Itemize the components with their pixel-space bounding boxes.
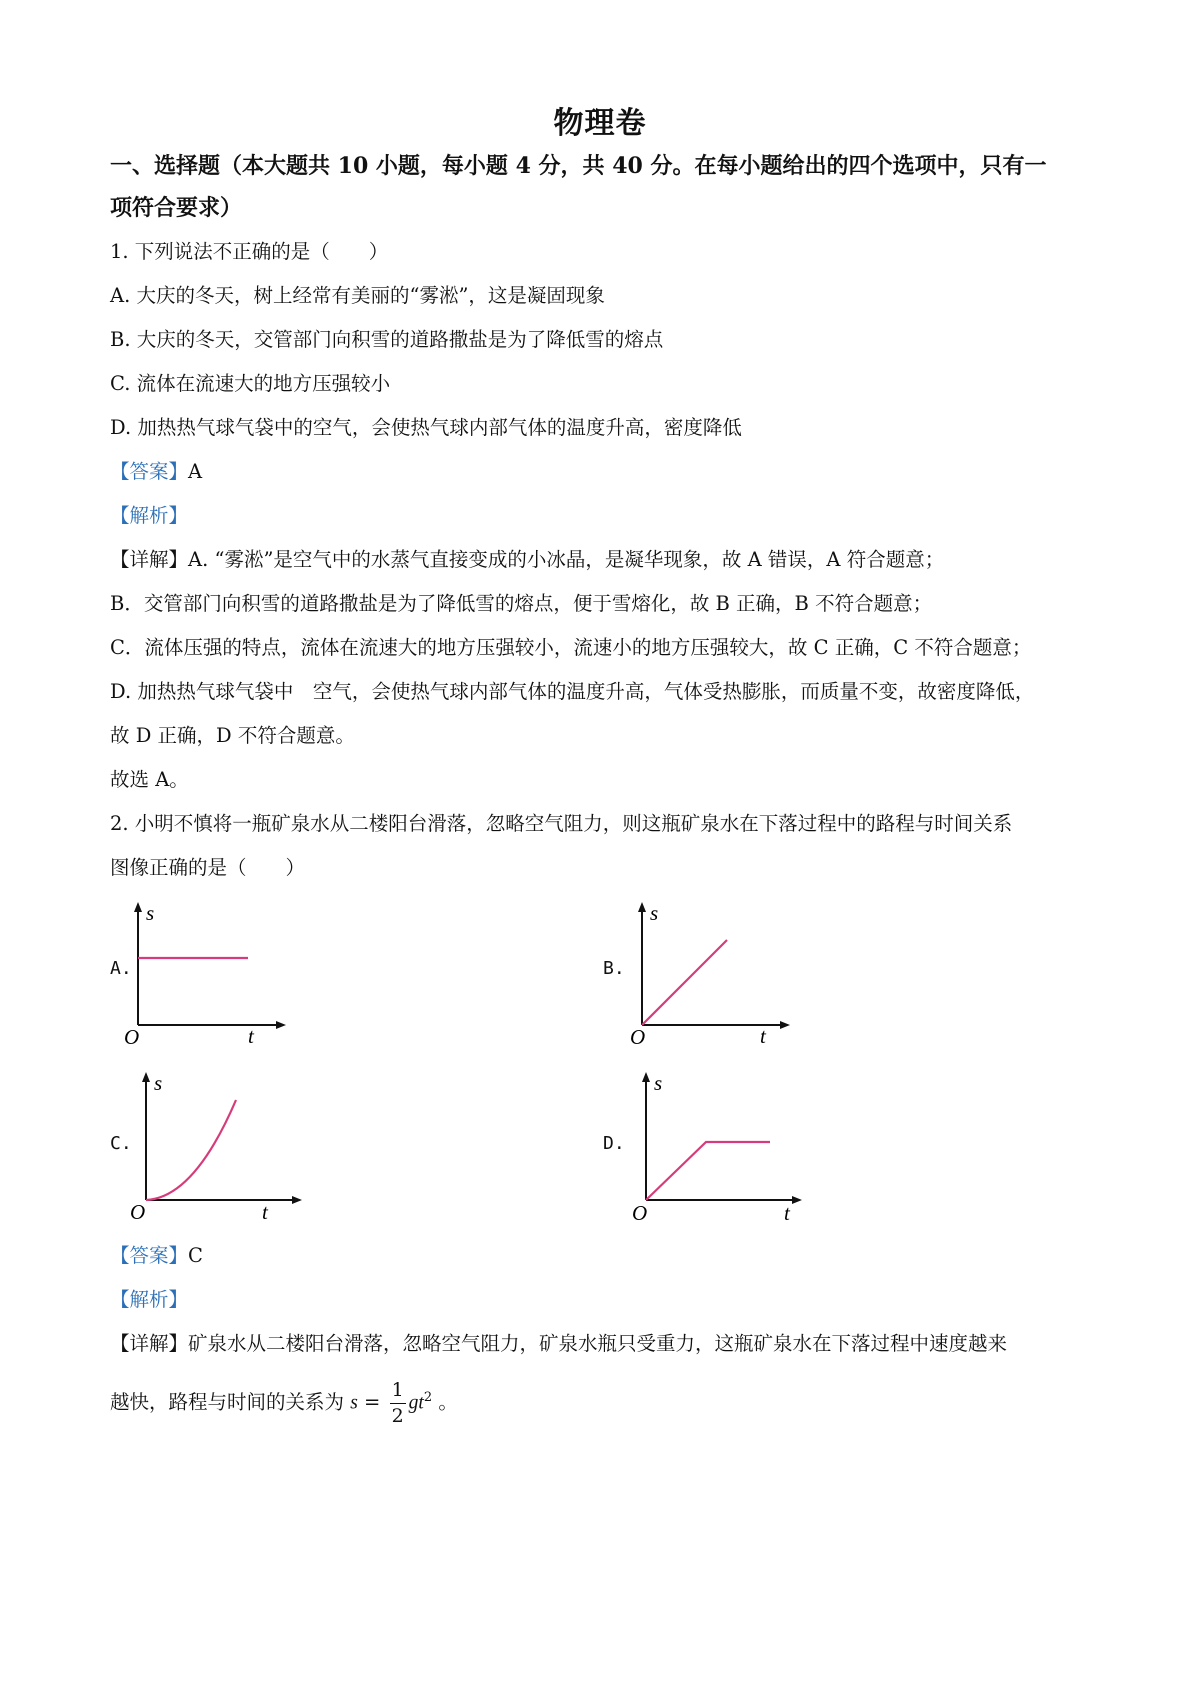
graph-d-s-arrow-icon [642,1072,650,1082]
section-heading-line2: 项符合要求） [110,195,243,221]
graph-d-origin-label: O [632,1201,648,1225]
graph-d-s-label: s [654,1071,663,1095]
graph-d [632,1070,806,1225]
formula-g: g [408,1392,419,1414]
page-title: 物理卷 [553,106,647,141]
graph-c-label: C. [110,1133,132,1154]
graph-d-label: D. [603,1133,625,1154]
graph-b-origin-label: O [630,1025,646,1049]
q2-detail-line2 [110,1378,1100,1426]
q2-detail-line1 [110,1328,1100,1360]
graph-c-s-arrow-icon [142,1072,150,1082]
graph-a-s-label: s [146,901,155,925]
formula-exponent: 2 [423,1390,433,1405]
q1-detail-line2: B．交管部门向积雪的道路撒盐是为了降低雪的熔点，便于雪熔化，故 B 正确，B 不符合题意； [110,592,933,615]
q1-detail-line4: D. 加热热气球气袋中 空气，会使热气球内部气体的温度升高，气体受热膨胀，而质量不变，故密度降低， [110,680,1035,703]
formula-fraction [390,1378,406,1427]
graph-b [630,900,792,1049]
detail-tag: 【详解】 [110,548,189,571]
q1-option-b: B. 大庆的冬天，交管部门向积雪的道路撒盐是为了降低雪的熔点 [110,328,664,351]
graph-c-curve [146,1100,236,1200]
graph-c-origin-label: O [130,1200,146,1224]
q1-conclusion: 故选 A。 [110,768,189,791]
q2-analysis-tag: 【解析】 [110,1288,189,1311]
graph-b-curve [642,940,727,1025]
graph-c-t-arrow-icon [292,1196,302,1204]
answer-tag: 【答案】 [110,1244,189,1267]
q2-detail-suffix: 。 [438,1390,458,1414]
graph-c [130,1070,306,1224]
formula-eq: = [364,1390,381,1414]
q1-analysis-tag: 【解析】 [110,504,189,527]
detail-tag: 【详解】 [110,1332,189,1355]
q2-stem-line2: 图像正确的是（ ） [110,856,306,879]
formula-t: t [418,1392,424,1414]
graph-a-t-label: t [248,1024,254,1048]
q1-answer: A [188,460,203,483]
q2-detail-text-1: 矿泉水从二楼阳台滑落，忽略空气阻力，矿泉水瓶只受重力，这瓶矿泉水在下落过程中速度越来 [188,1332,1008,1355]
formula-numerator: 1 [390,1381,406,1404]
q1-detail-line3: C．流体压强的特点，流体在流速大的地方压强较小，流速小的地方压强较大，故 C 正确，C 不符合题意； [110,636,1032,659]
graph-b-s-arrow-icon [638,902,646,912]
graph-c-t-label: t [262,1200,268,1224]
graph-c-s-label: s [154,1071,163,1095]
graph-d-curve [646,1142,770,1200]
formula-lhs: s [350,1392,358,1414]
q1-detail-text-1: A. “雾淞”是空气中的水蒸气直接变成的小冰晶，是凝华现象，故 A 错误，A 符合题意； [188,548,945,571]
graph-a-label: A. [110,958,132,979]
graph-b-t-arrow-icon [780,1021,790,1029]
answer-tag: 【答案】 [110,460,189,483]
graph-a-t-arrow-icon [276,1021,286,1029]
q1-option-c: C. 流体在流速大的地方压强较小 [110,372,391,395]
graph-d-t-arrow-icon [792,1196,802,1204]
q2-answer-row [110,1240,1100,1272]
q1-detail-line1 [110,544,1100,576]
q1-option-a: A. 大庆的冬天，树上经常有美丽的“雾淞”，这是凝固现象 [110,284,605,307]
graph-b-t-label: t [760,1024,766,1048]
q2-detail-prefix: 越快，路程与时间的关系为 [110,1390,345,1414]
q2-answer: C [188,1244,203,1267]
graph-a [124,900,288,1049]
graph-a-origin-label: O [124,1025,140,1049]
formula-denominator: 2 [391,1404,404,1427]
graph-a-s-arrow-icon [134,902,142,912]
q1-stem: 1. 下列说法不正确的是（ ） [110,240,389,263]
graph-b-label: B. [603,958,625,979]
graph-d-t-label: t [784,1201,790,1225]
q1-option-d: D. 加热热气球气袋中的空气，会使热气球内部气体的温度升高，密度降低 [110,416,742,439]
q1-answer-row [110,456,1100,488]
graph-b-s-label: s [650,901,659,925]
section-heading-line1: 一、选择题（本大题共 10 小题，每小题 4 分，共 40 分。在每小题给出的四个选项中，只有一 [110,153,1047,179]
q1-detail-line5: 故 D 正确，D 不符合题意。 [110,724,355,747]
q2-stem-line1: 2. 小明不慎将一瓶矿泉水从二楼阳台滑落，忽略空气阻力，则这瓶矿泉水在下落过程中的路程与时间关系 [110,812,1013,835]
